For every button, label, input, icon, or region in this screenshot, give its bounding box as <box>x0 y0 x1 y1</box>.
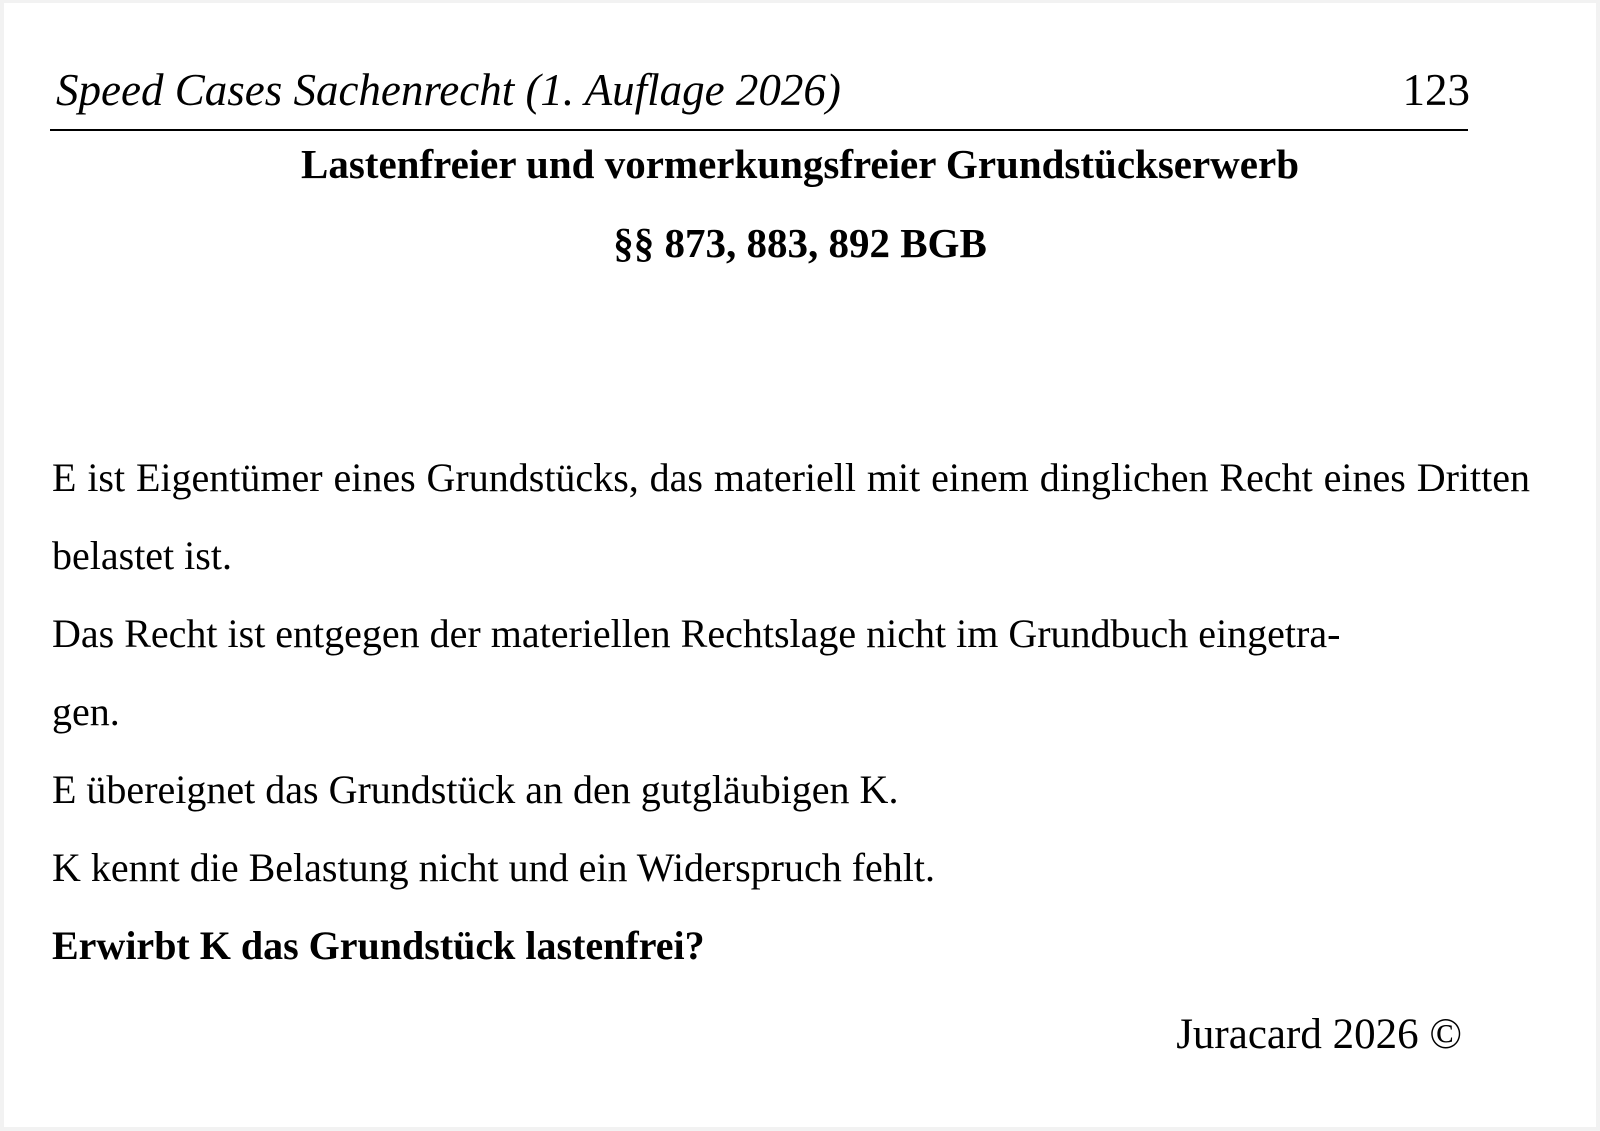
running-header <box>50 61 1470 119</box>
facts-paragraph-part: Das Recht ist entgegen der materiellen Rechtslage nicht im Grundbuch eingetra- gen. <box>52 611 1341 734</box>
facts-paragraph: K kennt die Belastung nicht und ein Widerspruch fehlt. <box>52 845 936 890</box>
case-title: Lastenfreier und vormerkungsfreier Grundstückserwerb <box>301 141 1299 187</box>
case-question: Erwirbt K das Grundstück lastenfrei? <box>52 923 705 968</box>
header-divider <box>50 129 1468 131</box>
facts-paragraph <box>52 595 1530 751</box>
facts-paragraph: E übereignet das Grundstück an den gutgläubigen K. <box>52 767 899 812</box>
document-page <box>4 3 1596 1127</box>
page-number: 123 <box>1402 65 1470 115</box>
facts-paragraph: E ist Eigentümer eines Grundstücks, das materiell mit einem dinglichen Recht eines Dritten belastet ist. <box>52 455 1530 578</box>
case-norms: §§ 873, 883, 892 BGB <box>613 220 987 266</box>
case-facts <box>52 439 1530 985</box>
book-title: Speed Cases Sachenrecht (1. Auflage 2026) <box>56 65 841 115</box>
copyright-notice: Juracard 2026 © <box>1176 1011 1462 1058</box>
